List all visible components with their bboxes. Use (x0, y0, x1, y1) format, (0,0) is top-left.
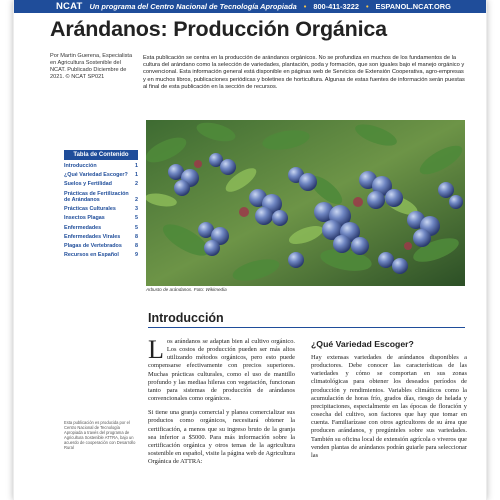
toc-item-page: 2 (135, 197, 138, 204)
introduccion-body (148, 335, 295, 472)
toc-item-page: 1 (135, 163, 138, 169)
section-divider (148, 327, 465, 328)
header-separator: • (365, 2, 369, 11)
toc-item-label: Introducción (64, 163, 97, 169)
section-heading-introduccion: Introducción (148, 311, 224, 325)
header-website-link[interactable]: ESPANOL.NCAT.ORG (375, 2, 451, 11)
toc-item-suelos[interactable] (64, 181, 138, 187)
drop-cap: L (148, 335, 164, 364)
toc-item-recursos[interactable] (64, 252, 138, 258)
toc-item-label: Prácticas de Fertilización de Arándanos (64, 190, 129, 204)
toc-item-variedad[interactable] (64, 172, 138, 178)
toc-item-label: Recursos en Español (64, 252, 119, 259)
toc-item-page: 2 (135, 181, 138, 188)
paragraph-text: os arándanos se adaptan bien al cultivo orgánico. Los costos de producción pueden ser más altos utilizando métodos orgánicos, pero esto puede compensarse efectivamente con precios superiores. Muchas prácticas culturales, como el uso de mantillo profundo y las mediaa hileras con vegetación, funcionan tanto para sistemas de producción de arándanos convencionales como orgánicos. (148, 338, 295, 403)
ncat-logo[interactable]: NCAT (56, 1, 83, 12)
section-heading-variedad: ¿Qué Variedad Escoger? (311, 339, 414, 349)
toc-item-virales[interactable] (64, 234, 138, 240)
variedad-body: Hay extensas variedades de arándanos disponibles a productores. Debe conocer las características de las variedades y cómo se comportan en sus zonas climatológicas para obtener los deseados períodos de producción y rendimientos. Variables climáticos como la acumulación de horas frío, grados días, riesgo de helada y precipitaciones, especialmente en las épocas de floración y cosecha del cultivo, son factores que hay que tomar en cuenta. Familiarízase con otros agricultores de su área que producen arándanos, y pregúnteles sobre sus variedades. También su oficina local de extensión agrícola o viveros que venden plantas de arándanos podrán guiarle para seleccionar las (311, 354, 467, 459)
document-title: Arándanos: Producción Orgánica (50, 17, 387, 41)
toc-item-label: ¿Qué Variedad Escoger? (64, 172, 128, 179)
toc-item-label: Suelos y Fertilidad (64, 181, 112, 188)
toc-title: Tabla de Contenido (64, 150, 138, 160)
paragraph (148, 335, 295, 403)
toc-item-label: Enfermedades Virales (64, 233, 121, 240)
toc-item-page: 3 (135, 206, 138, 213)
blueberry-photo-image (146, 120, 465, 286)
author-byline: Por Martin Guerena, Especialista en Agricultura Sostenible del NCAT. Publicado Diciembre de 2021. © NCAT SP021 (50, 53, 133, 80)
toc-item-fertilizacion[interactable] (64, 191, 138, 204)
header-separator: • (303, 2, 307, 11)
toc-item-label: Insectos Plagas (64, 215, 105, 222)
publication-footnote: Esta publicación es producida por el Centro Nacional de Tecnología Apropiada a través del programa de Agricultura Sostenible ATTRA, bajo un acuerdo de cooperación con Desarrollo Rural (64, 420, 136, 451)
document-page (14, 0, 486, 500)
paragraph: Si tiene una granja comercial y planea comercializar sus productos como orgánicos, necesitará obtener la certificación, a menos que su ingreso bruto de la granja sea inferior a $5000. Para más información sobre la certificación orgánica y otros temas de la agricultura sostenible en español, visite la página web de Agricultura Orgánica de ATTRA: (148, 409, 295, 466)
toc-item-page: 8 (135, 233, 138, 240)
toc-item-culturales[interactable] (64, 206, 138, 212)
table-of-contents (64, 150, 138, 261)
toc-item-page: 9 (135, 252, 138, 259)
toc-item-vertebrados[interactable] (64, 243, 138, 249)
toc-item-label: Prácticas Culturales (64, 206, 116, 213)
toc-item-page: 5 (135, 215, 138, 222)
toc-item-page: 1 (135, 172, 138, 179)
toc-item-page: 5 (135, 224, 138, 231)
toc-item-page: 8 (135, 243, 138, 250)
header-bar (14, 0, 486, 13)
toc-item-label: Plagas de Vertebrados (64, 243, 122, 250)
summary-paragraph: Esta publicación se centra en la producción de arándanos orgánicos. No se profundiza en muchos de los fundamentos de la cultura del arándano como la selección de variedades, plantación, poda y formación, que son iguales bajo el manejo orgánico y convencional. Esta información general está disponible en páginas web de Servicios de Extensión Cooperativa, agro-empresas y en muchos libros, publicaciones periódicas y boletines de horticultura. Algunas de estas fuentes de información serán puestas al final de esta publicación en la sección de recursos. (143, 55, 465, 90)
header-phone[interactable]: 800-411-3222 (313, 2, 359, 11)
blueberry-photo (146, 120, 465, 286)
header-tagline: Un programa del Centro Nacional de Tecnología Apropiada (89, 2, 297, 11)
toc-item-label: Enfermedades (64, 224, 102, 231)
toc-item-insectos[interactable] (64, 215, 138, 221)
toc-item-introduccion[interactable] (64, 163, 138, 169)
toc-item-enfermedades[interactable] (64, 225, 138, 231)
photo-caption: Arbusto de arándanos. Foto: Wikimedia (146, 287, 227, 292)
